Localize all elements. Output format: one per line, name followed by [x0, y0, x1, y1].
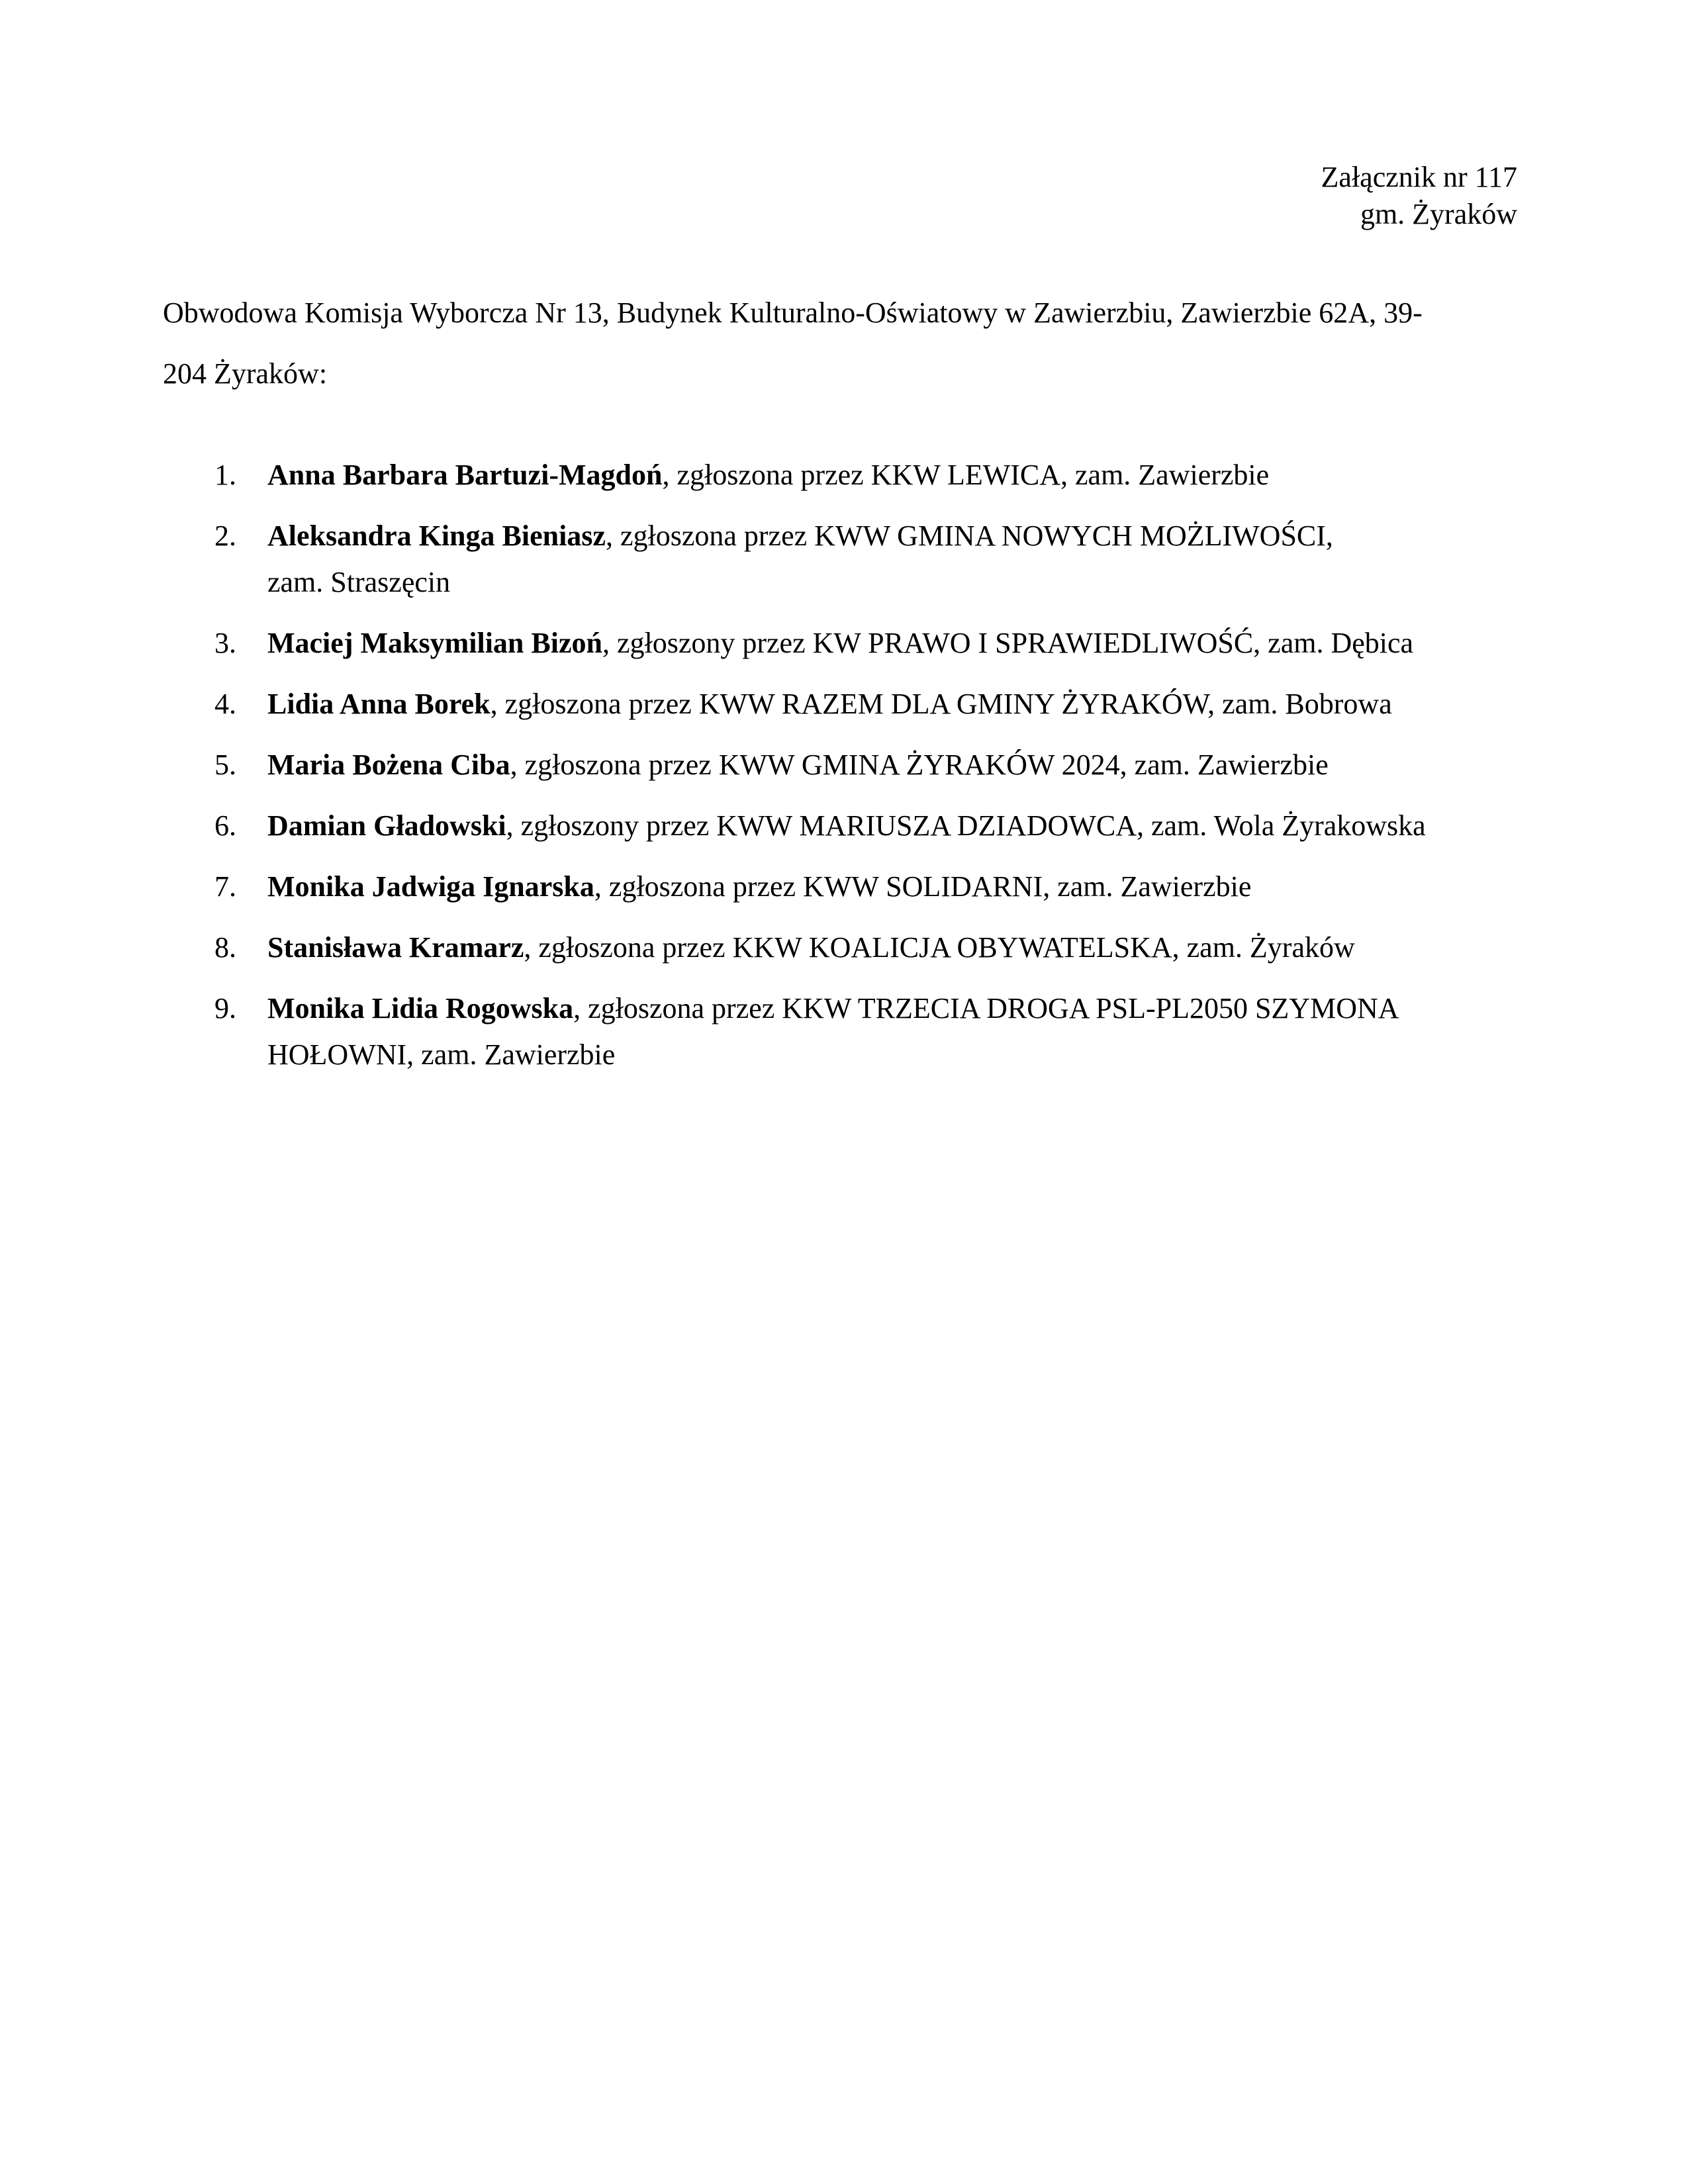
member-item: [163, 681, 1540, 727]
member-number: 5.: [214, 749, 236, 781]
member-name: Maria Bożena Ciba: [267, 749, 510, 781]
member-name: Maciej Maksymilian Bizoń: [267, 627, 602, 659]
member-details: , zgłoszona przez KKW KOALICJA OBYWATELSKA, zam. Żyraków: [524, 931, 1355, 964]
members-list: [163, 452, 1540, 1093]
member-number: 2.: [214, 520, 236, 552]
member-item: [163, 452, 1540, 498]
member-details: , zgłoszona przez KWW RAZEM DLA GMINY ŻYRAKÓW, zam. Bobrowa: [490, 688, 1392, 720]
commission-heading: [163, 283, 1526, 404]
member-item: [163, 985, 1540, 1078]
member-details: , zgłoszony przez KWW MARIUSZA DZIADOWCA, zam. Wola Żyrakowska: [506, 809, 1426, 842]
annex-municipality: gm. Żyraków: [1360, 198, 1517, 230]
member-number: 4.: [214, 688, 236, 720]
member-number: 9.: [214, 992, 236, 1024]
member-name: Lidia Anna Borek: [267, 688, 491, 720]
member-name: Monika Jadwiga Ignarska: [267, 870, 594, 903]
member-number: 1.: [214, 459, 236, 491]
member-details: , zgłoszona przez KKW TRZECIA DROGA PSL-PL2050 SZYMONA HOŁOWNI, zam. Zawierzbie: [267, 992, 1398, 1071]
member-item: [163, 742, 1540, 788]
member-number: 6.: [214, 809, 236, 842]
member-details: , zgłoszona przez KWW GMINA ŻYRAKÓW 2024, zam. Zawierzbie: [510, 749, 1329, 781]
member-item: [163, 925, 1540, 971]
member-name: Aleksandra Kinga Bieniasz: [267, 520, 606, 552]
member-number: 8.: [214, 931, 236, 964]
member-details: , zgłoszona przez KKW LEWICA, zam. Zawierzbie: [662, 459, 1270, 491]
member-name: Stanisława Kramarz: [267, 931, 524, 964]
member-number: 7.: [214, 870, 236, 903]
member-number: 3.: [214, 627, 236, 659]
member-name: Damian Gładowski: [267, 809, 506, 842]
member-item: [163, 803, 1540, 849]
annex-number: Załącznik nr 117: [1321, 161, 1517, 193]
member-details: , zgłoszona przez KWW SOLIDARNI, zam. Zawierzbie: [594, 870, 1252, 903]
member-details: , zgłoszony przez KW PRAWO I SPRAWIEDLIWOŚĆ, zam. Dębica: [602, 627, 1414, 659]
member-details: , zgłoszona przez KWW GMINA NOWYCH MOŻLIWOŚCI, zam. Straszęcin: [267, 520, 1333, 598]
member-item: [163, 620, 1540, 666]
commission-heading-line2: 204 Żyraków:: [163, 357, 328, 390]
commission-heading-line1: Obwodowa Komisja Wyborcza Nr 13, Budynek Kulturalno-Oświatowy w Zawierzbiu, Zawierzbie 62A, 39-: [163, 296, 1423, 329]
member-item: [163, 864, 1540, 910]
annex-header: [1321, 159, 1517, 233]
member-name: Anna Barbara Bartuzi-Magdoń: [267, 459, 663, 491]
member-item: [163, 513, 1540, 606]
member-name: Monika Lidia Rogowska: [267, 992, 574, 1024]
